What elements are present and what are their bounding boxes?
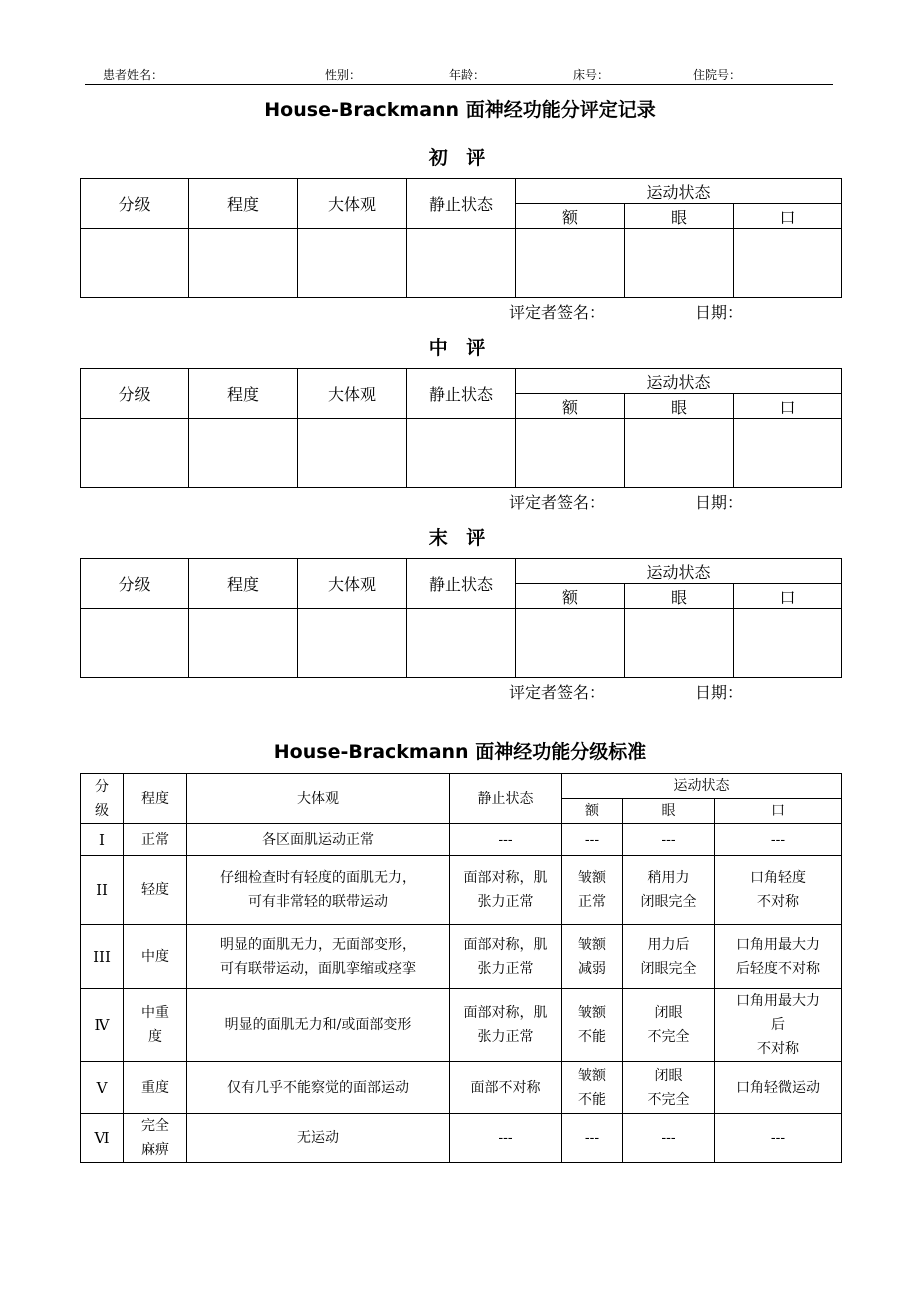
input-cell-degree[interactable]	[189, 419, 298, 488]
std-cell-eye: 闭眼 不完全	[623, 989, 715, 1062]
std-cell-gross: 各区面肌运动正常	[187, 824, 450, 856]
table-row	[81, 1114, 842, 1163]
std-cell-rest: ---	[450, 824, 562, 856]
std-cell-mouth: 口角用最大力 后 不对称	[715, 989, 842, 1062]
header-gross: 大体观	[298, 369, 407, 419]
std-header-mouth: 口	[715, 799, 842, 824]
std-cell-grade: II	[81, 856, 124, 925]
std-cell-mouth: 口角轻度 不对称	[715, 856, 842, 925]
evaluator-signature-label: 评定者签名：	[509, 683, 606, 702]
std-cell-degree: 中度	[124, 925, 187, 989]
header-gross: 大体观	[298, 179, 407, 229]
header-degree: 程度	[189, 559, 298, 609]
input-cell-gross[interactable]	[298, 229, 407, 298]
input-cell-gross[interactable]	[298, 419, 407, 488]
patient-sex-label: 性别：	[325, 68, 362, 82]
header-eye: 眼	[625, 204, 734, 229]
input-cell-rest[interactable]	[407, 419, 516, 488]
input-cell-forehead[interactable]	[516, 609, 625, 678]
input-cell-degree[interactable]	[189, 609, 298, 678]
std-cell-eye: 稍用力 闭眼完全	[623, 856, 715, 925]
std-cell-forehead: 皱额 不能	[562, 1062, 623, 1114]
std-cell-mouth: ---	[715, 824, 842, 856]
page-title: House-Brackmann 面神经功能分评定记录	[264, 99, 656, 121]
std-cell-grade: I	[81, 824, 124, 856]
input-cell-gross[interactable]	[298, 609, 407, 678]
input-cell-eye[interactable]	[625, 609, 734, 678]
std-cell-rest: ---	[450, 1114, 562, 1163]
std-cell-mouth: 口角用最大力 后轻度不对称	[715, 925, 842, 989]
std-cell-gross: 明显的面肌无力和/或面部变形	[187, 989, 450, 1062]
patient-bed-label: 床号：	[573, 68, 610, 82]
std-header-forehead: 额	[562, 799, 623, 824]
header-motion: 运动状态	[516, 179, 842, 204]
evaluator-signature-label: 评定者签名：	[509, 493, 606, 512]
table-row	[81, 925, 842, 989]
std-cell-gross: 仔细检查时有轻度的面肌无力， 可有非常轻的联带运动	[187, 856, 450, 925]
std-cell-forehead: ---	[562, 1114, 623, 1163]
input-cell-grade[interactable]	[81, 609, 189, 678]
std-cell-grade: Ⅵ	[81, 1114, 124, 1163]
input-cell-grade[interactable]	[81, 419, 189, 488]
input-cell-mouth[interactable]	[734, 419, 842, 488]
std-cell-eye: 用力后 闭眼完全	[623, 925, 715, 989]
header-forehead: 额	[516, 394, 625, 419]
eval-table-initial	[80, 178, 842, 298]
header-eye: 眼	[625, 394, 734, 419]
header-forehead: 额	[516, 204, 625, 229]
std-cell-rest: 面部对称，肌 张力正常	[450, 989, 562, 1062]
input-cell-mouth[interactable]	[734, 609, 842, 678]
patient-name-label: 患者姓名：	[103, 68, 164, 82]
standard-table-body	[81, 824, 842, 1163]
std-cell-mouth: ---	[715, 1114, 842, 1163]
std-cell-grade: III	[81, 925, 124, 989]
date-label: 日期：	[695, 683, 744, 702]
evaluator-signature-label: 评定者签名：	[509, 303, 606, 322]
header-eye: 眼	[625, 584, 734, 609]
section-title-final: 末 评	[428, 527, 492, 549]
patient-info-line	[85, 63, 833, 85]
header-mouth: 口	[734, 394, 842, 419]
std-cell-degree: 完全 麻痹	[124, 1114, 187, 1163]
std-cell-degree: 中重 度	[124, 989, 187, 1062]
std-cell-degree: 轻度	[124, 856, 187, 925]
table-row	[81, 989, 842, 1062]
header-grade: 分级	[81, 179, 189, 229]
std-cell-degree: 重度	[124, 1062, 187, 1114]
std-cell-eye: ---	[623, 824, 715, 856]
input-cell-grade[interactable]	[81, 229, 189, 298]
standard-table	[80, 773, 842, 1163]
section-title-initial: 初 评	[428, 147, 492, 169]
std-cell-grade: V	[81, 1062, 124, 1114]
table-row	[81, 824, 842, 856]
patient-admission-label: 住院号：	[693, 68, 742, 82]
std-cell-eye: 闭眼 不完全	[623, 1062, 715, 1114]
input-cell-forehead[interactable]	[516, 229, 625, 298]
std-cell-forehead: ---	[562, 824, 623, 856]
patient-age-label: 年龄：	[449, 68, 486, 82]
std-header-rest: 静止状态	[450, 774, 562, 824]
table-row	[81, 1062, 842, 1114]
std-header-degree: 程度	[124, 774, 187, 824]
std-header-grade-text: 分级	[94, 778, 109, 819]
std-header-grade	[81, 774, 124, 824]
standard-title: House-Brackmann 面神经功能分级标准	[273, 741, 647, 763]
header-motion: 运动状态	[516, 559, 842, 584]
std-cell-gross: 无运动	[187, 1114, 450, 1163]
std-cell-forehead: 皱额 减弱	[562, 925, 623, 989]
std-cell-eye: ---	[623, 1114, 715, 1163]
header-degree: 程度	[189, 369, 298, 419]
std-cell-forehead: 皱额 正常	[562, 856, 623, 925]
input-cell-rest[interactable]	[407, 229, 516, 298]
input-cell-eye[interactable]	[625, 419, 734, 488]
std-header-gross: 大体观	[187, 774, 450, 824]
input-cell-forehead[interactable]	[516, 419, 625, 488]
header-motion: 运动状态	[516, 369, 842, 394]
std-cell-degree: 正常	[124, 824, 187, 856]
header-mouth: 口	[734, 584, 842, 609]
header-forehead: 额	[516, 584, 625, 609]
std-cell-rest: 面部不对称	[450, 1062, 562, 1114]
header-grade: 分级	[81, 559, 189, 609]
eval-table-middle	[80, 368, 842, 488]
input-cell-eye[interactable]	[625, 229, 734, 298]
section-title-middle: 中 评	[428, 337, 492, 359]
std-cell-forehead: 皱额 不能	[562, 989, 623, 1062]
eval-table-final	[80, 558, 842, 678]
header-gross: 大体观	[298, 559, 407, 609]
std-cell-mouth: 口角轻微运动	[715, 1062, 842, 1114]
std-cell-gross: 仅有几乎不能察觉的面部运动	[187, 1062, 450, 1114]
header-grade: 分级	[81, 369, 189, 419]
std-header-eye: 眼	[623, 799, 715, 824]
header-rest: 静止状态	[407, 369, 516, 419]
date-label: 日期：	[695, 493, 744, 512]
date-label: 日期：	[695, 303, 744, 322]
input-cell-degree[interactable]	[189, 229, 298, 298]
header-degree: 程度	[189, 179, 298, 229]
header-mouth: 口	[734, 204, 842, 229]
header-rest: 静止状态	[407, 559, 516, 609]
std-cell-rest: 面部对称，肌 张力正常	[450, 856, 562, 925]
table-row	[81, 856, 842, 925]
input-cell-rest[interactable]	[407, 609, 516, 678]
std-header-motion: 运动状态	[562, 774, 842, 799]
input-cell-mouth[interactable]	[734, 229, 842, 298]
std-cell-rest: 面部对称，肌 张力正常	[450, 925, 562, 989]
std-cell-gross: 明显的面肌无力，无面部变形， 可有联带运动，面肌挛缩或痉挛	[187, 925, 450, 989]
header-rest: 静止状态	[407, 179, 516, 229]
std-cell-grade: Ⅳ	[81, 989, 124, 1062]
